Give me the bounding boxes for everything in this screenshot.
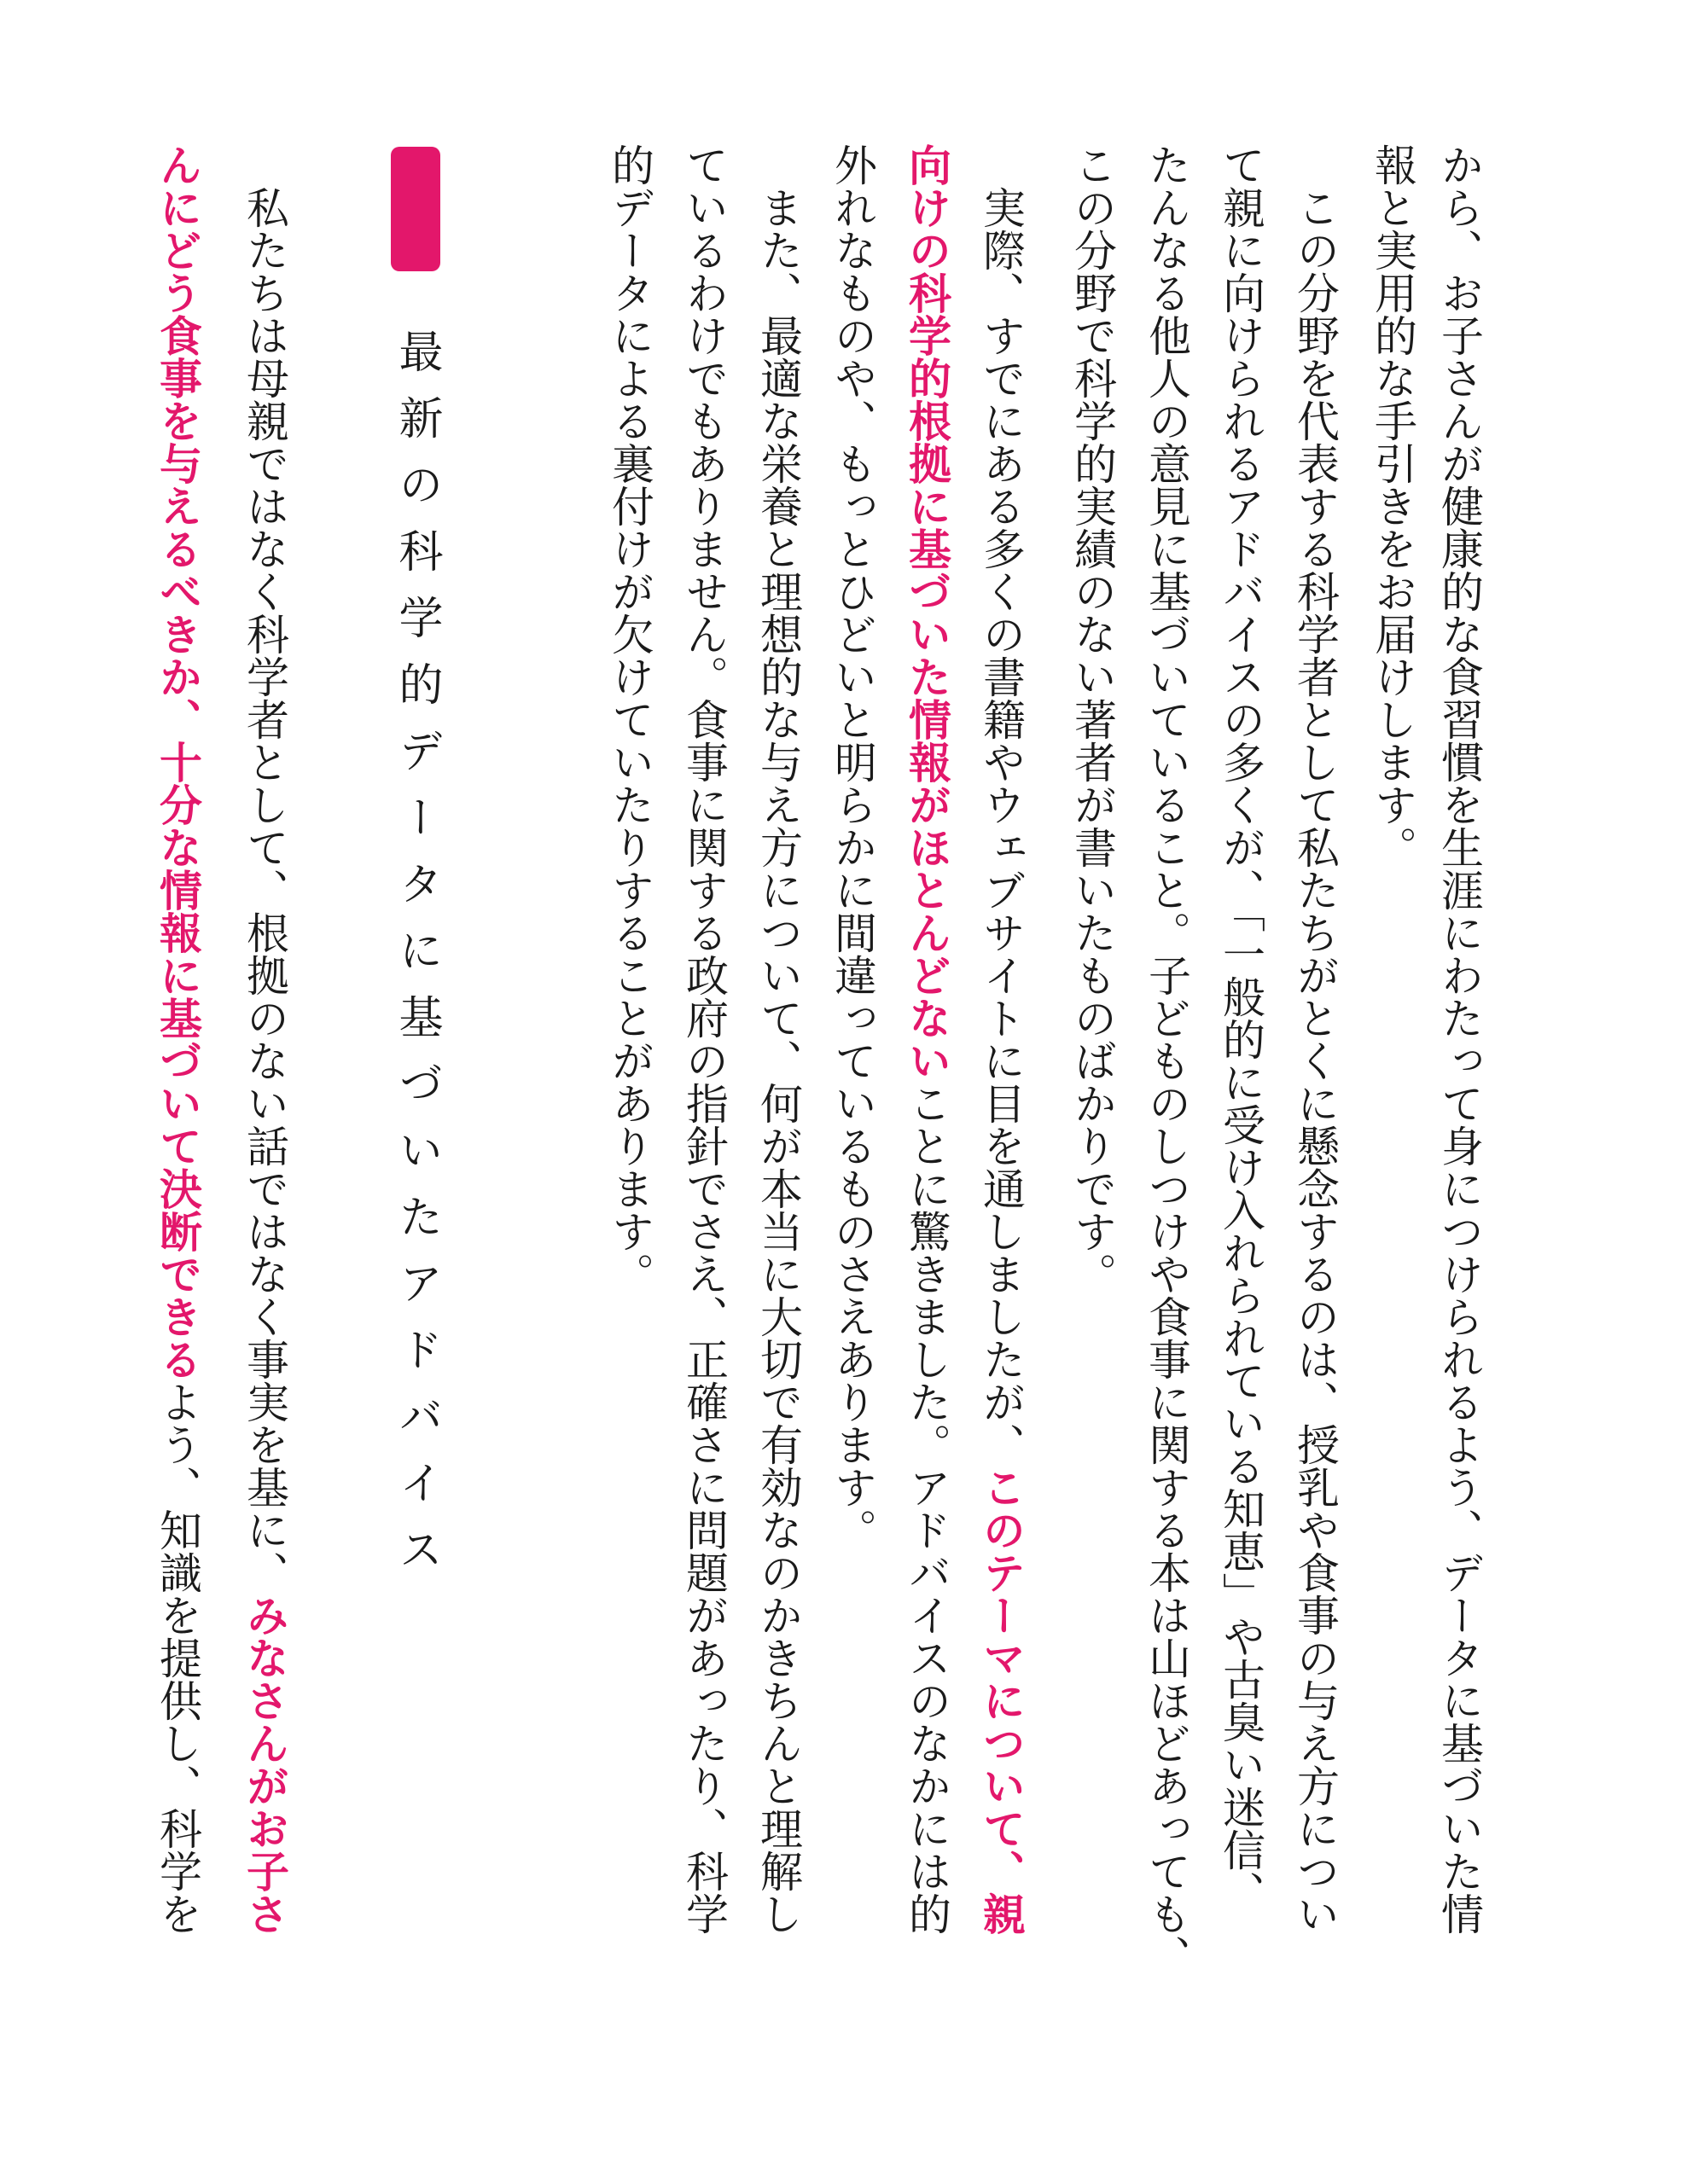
text-segment: よう、知識を提供し、科学を xyxy=(153,1380,202,1935)
text-column xyxy=(604,143,655,2106)
text-segment: ことに驚きました。アドバイスのなかには的 xyxy=(902,1082,951,1935)
text-column xyxy=(753,143,804,2106)
text-segment: から、お子さんが健康的な食習慣を生涯にわたって身につけられるよう、データに基づいた情 xyxy=(1434,143,1484,1935)
heading-marker xyxy=(391,147,440,271)
text-column xyxy=(1434,143,1485,2106)
text-column xyxy=(239,143,290,2106)
highlighted-text: 向けの科学的根拠に基づいた情報がほとんどない xyxy=(902,143,951,1082)
text-segment: て親に向けられるアドバイスの多くが、「一般的に受け入れられている知恵」や古臭い迷信、 xyxy=(1216,143,1265,1914)
text-segment: 私たちは母親ではなく科学者として、根拠のない話ではなく事実を基に、 xyxy=(240,143,289,1594)
text-segment: また、最適な栄養と理想的な与え方について、何が本当に大切で有効なのかきちんと理解し xyxy=(753,143,803,1935)
text-column xyxy=(1289,143,1341,2106)
text-column xyxy=(1215,143,1266,2106)
text-segment: 外れなものや、もっとひどいと明らかに間違っているものさえあります。 xyxy=(828,143,877,1551)
text-column xyxy=(975,143,1027,2106)
text-segment: この分野で科学的実績のない著者が書いたものばかりです。 xyxy=(1067,143,1117,1295)
text-column xyxy=(827,143,878,2106)
highlighted-text: このテーマについて、親 xyxy=(976,1466,1026,1935)
text-segment: この分野を代表する科学者として私たちがとくに懸念するのは、授乳や食事の与え方につい xyxy=(1290,143,1340,1935)
text-column xyxy=(1067,143,1118,2106)
text-segment: たんなる他人の意見に基づいていること。子どものしつけや食事に関する本は山ほどあっても、 xyxy=(1142,143,1191,1978)
text-column xyxy=(901,143,952,2106)
text-column xyxy=(678,143,730,2106)
text-segment: 的データによる裏付けが欠けていたりすることがあります。 xyxy=(605,143,654,1295)
highlighted-text: んにどう食事を与えるべきか、十分な情報に基づいて決断できる xyxy=(153,143,202,1380)
text-segment: 実際、すでにある多くの書籍やウェブサイトに目を通しましたが、 xyxy=(976,143,1026,1466)
highlighted-text: みなさんがお子さ xyxy=(240,1594,289,1935)
section-heading: 最新の科学的データに基づいたアドバイス xyxy=(391,328,442,1593)
text-column xyxy=(152,143,203,2106)
text-column xyxy=(1141,143,1192,2106)
text-column xyxy=(1367,143,1418,2106)
text-segment: 報と実用的な手引きをお届けします。 xyxy=(1368,143,1417,868)
text-segment: ているわけでもありません。食事に関する政府の指針でさえ、正確さに問題があったり、科学 xyxy=(679,143,729,1935)
